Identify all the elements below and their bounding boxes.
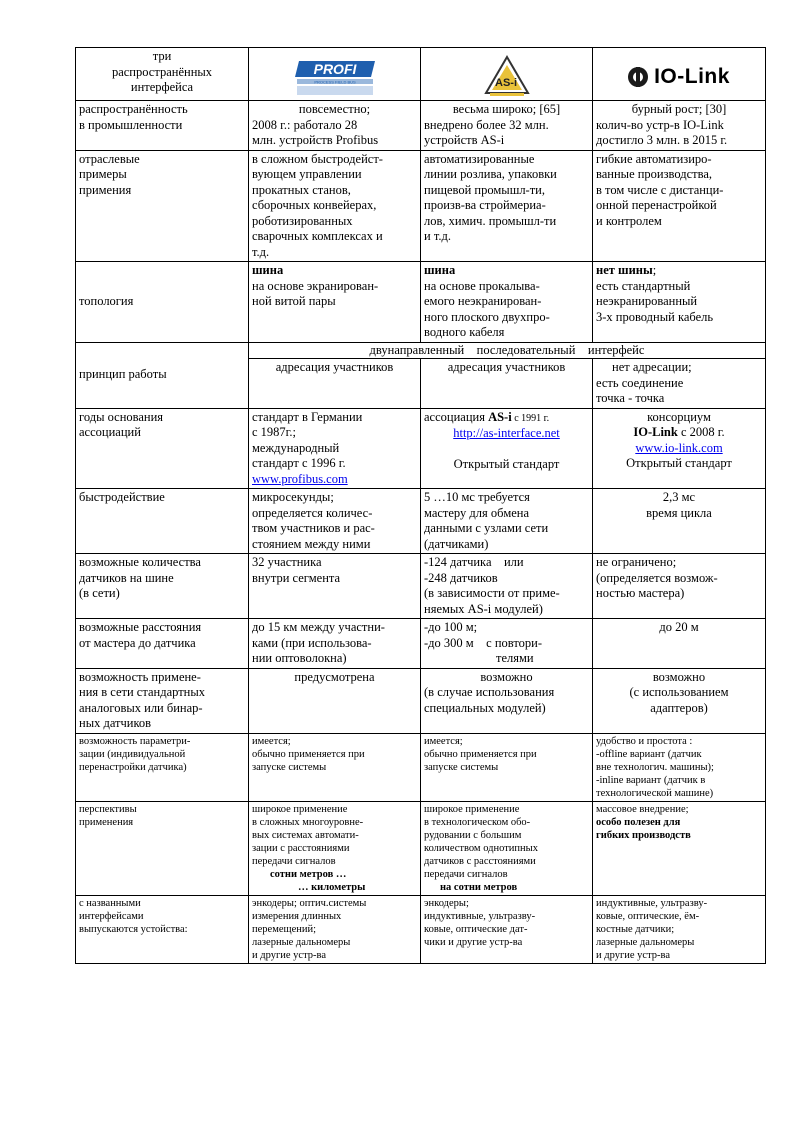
cell-line: есть стандартный <box>596 278 691 293</box>
cell-line: количеством однотипных <box>424 842 538 854</box>
asi-cell <box>421 408 593 489</box>
table-row <box>76 801 766 895</box>
cell-line: сборочных конвейерах, <box>252 198 377 212</box>
iolink-cell <box>593 895 766 963</box>
cell-line: с 1987г.; <box>252 425 296 439</box>
profibus-cell <box>249 733 421 801</box>
iolink-cell <box>593 262 766 343</box>
cell-line: Открытый стандарт <box>626 456 732 470</box>
iolink-logo <box>596 67 762 87</box>
label-line: принцип работы <box>79 367 167 382</box>
cell-line: имеется; <box>424 735 463 747</box>
label-line: применения <box>79 816 134 828</box>
cell-line: нии оптоволокна) <box>252 651 347 665</box>
cell-line: линии розлива, упаковки <box>424 167 557 181</box>
label-line: от мастера до датчика <box>79 635 196 650</box>
asi-cell <box>421 262 593 343</box>
cell-line: гибкие автоматизиро- <box>596 151 712 166</box>
cell-line: устройств AS-i <box>424 133 505 147</box>
row-label <box>76 489 249 554</box>
label-line: ния в сети стандартных <box>79 685 206 699</box>
row-label <box>76 408 249 489</box>
cell-line: в сложных многоуровне- <box>252 816 364 828</box>
cell-line: на основе прокалыва- <box>424 278 540 293</box>
cell-bold-line: особо полезен для <box>596 816 681 828</box>
table-row <box>76 150 766 262</box>
cell-line: возможно <box>652 669 706 684</box>
table-row <box>76 101 766 151</box>
table-row <box>76 262 766 343</box>
cell-line: (датчиками) <box>424 536 489 551</box>
cell-line: стандарт с 1996 г. <box>252 456 346 470</box>
profibus-cell <box>249 668 421 733</box>
cell-line: Открытый стандарт <box>453 457 560 471</box>
cell-line: телями <box>496 651 534 665</box>
cell-line: энкодеры; оптич.системы <box>252 897 367 909</box>
iolink-cell <box>593 801 766 895</box>
asi-cell <box>421 554 593 619</box>
cell-line: ковые, оптические, ём- <box>596 910 700 922</box>
profibus-cell <box>249 801 421 895</box>
cell-line: повсеместно; <box>298 102 371 116</box>
row-label <box>76 262 249 343</box>
cell-bold-text: IO-Link <box>633 425 678 439</box>
cell-line: перемещений; <box>252 923 317 935</box>
label-line: примения <box>79 182 132 197</box>
cell-line: (определяется возмож- <box>596 570 718 585</box>
row-label <box>76 619 249 669</box>
cell-line: и другие устр-ва <box>596 949 671 961</box>
cell-line: ностью мастера) <box>596 586 685 600</box>
cell-line: 2008 г.: работало 28 <box>252 117 358 132</box>
cell-line: вующем управлении <box>252 167 362 181</box>
cell-line: лазерные дальномеры <box>252 936 351 948</box>
asi-logo-text: AS-i <box>494 77 517 89</box>
label-line: зации (индивидуальной <box>79 748 186 760</box>
cell-line: обычно применяется при <box>252 748 365 760</box>
cell-line: -offline вариант (датчик <box>596 748 702 760</box>
cell-line: -inline вариант (датчик в <box>596 774 706 786</box>
cell-line: -248 датчиков <box>424 570 498 585</box>
label-line: быстродействие <box>79 490 165 504</box>
label-line: отраслевые <box>79 151 140 166</box>
table-row <box>76 895 766 963</box>
row-label <box>76 101 249 151</box>
cell-line: онной перенастройкой <box>596 198 717 212</box>
profibus-cell <box>249 554 421 619</box>
profibus-cell <box>249 262 421 343</box>
cell-line: -до 300 м с повтори- <box>424 635 543 650</box>
label-line: выпускаются устойства: <box>79 923 188 935</box>
cell-line: стандарт в Германии <box>252 409 363 424</box>
row-label <box>76 668 249 733</box>
cell-text: ассоциация <box>424 409 489 424</box>
table-row <box>76 408 766 489</box>
cell-line: весьма широко; [65] <box>452 102 561 116</box>
iolink-logo-cell <box>593 48 766 101</box>
cell-text: с 2008 г. <box>677 425 725 439</box>
cell-line: емого неэкранирован- <box>424 294 542 308</box>
cell-line: передачи сигналов <box>252 855 336 867</box>
asi-cell <box>421 895 593 963</box>
profibus-cell <box>249 895 421 963</box>
cell-line: технологической машине) <box>596 787 714 799</box>
cell-bold-line: на сотни метров <box>440 881 518 893</box>
asi-website-link[interactable]: http://as-interface.net <box>453 426 560 440</box>
profibus-cell <box>249 489 421 554</box>
profibus-cell <box>249 101 421 151</box>
table-row <box>76 489 766 554</box>
asi-logo <box>484 55 530 97</box>
header-title-line: интерфейса <box>130 80 194 94</box>
cell-line: индуктивные, ультразву- <box>424 910 536 922</box>
label-line: перспективы <box>79 803 137 815</box>
label-line: годы основания <box>79 409 164 424</box>
cell-line: широкое применение <box>252 803 348 815</box>
cell-line: есть соединение <box>596 375 684 390</box>
row-label <box>76 733 249 801</box>
profibus-logo <box>293 57 377 97</box>
cell-line: 2,3 мс <box>662 490 696 504</box>
cell-text: с 1991 г. <box>511 412 550 424</box>
cell-line: и т.д. <box>424 229 451 243</box>
asi-cell <box>421 359 593 409</box>
cell-line: адресация участников <box>275 360 394 374</box>
label-line: возможность примене- <box>79 669 201 684</box>
cell-line: млн. устройств Profibus <box>252 133 379 147</box>
label-line: возможные расстояния <box>79 620 202 634</box>
cell-line: твом участников и рас- <box>252 521 375 535</box>
asi-cell <box>421 489 593 554</box>
header-title-line: три <box>152 49 172 63</box>
iolink-logo-text: IO-Link <box>654 65 730 89</box>
cell-line: т.д. <box>252 244 270 259</box>
cell-line: лазерные дальномеры <box>596 936 695 948</box>
cell-bold-line: шина <box>252 263 284 277</box>
asi-cell <box>421 150 593 262</box>
cell-line: энкодеры; <box>424 897 469 909</box>
cell-line: (с использованием <box>629 685 729 699</box>
table-row <box>76 668 766 733</box>
cell-line: достигло 3 млн. в 2015 г. <box>596 133 728 147</box>
label-line: возможность параметри- <box>79 735 191 747</box>
cell-line: консорциум <box>647 409 711 424</box>
asi-cell <box>421 668 593 733</box>
cell-line: (в случае использования <box>424 685 555 699</box>
cell-line: 32 участника <box>252 555 322 569</box>
cell-line: удобство и простота : <box>596 735 693 747</box>
cell-line: (в зависимости от приме- <box>424 586 560 600</box>
iolink-cell <box>593 668 766 733</box>
cell-line: не ограничено; <box>596 555 677 569</box>
cell-line: адресация участников <box>447 360 566 374</box>
cell-line: микросекунды; <box>252 490 334 504</box>
profibus-cell <box>249 408 421 489</box>
cell-line: чики и другие устр-ва <box>424 936 523 948</box>
iolink-cell <box>593 733 766 801</box>
label-line: распространённость <box>79 102 188 116</box>
iolink-cell <box>593 150 766 262</box>
cell-line: широкое применение <box>424 803 520 815</box>
cell-line: сварочных комплексах и <box>252 229 383 243</box>
cell-line: точка - точка <box>596 391 665 405</box>
header-title-cell <box>76 48 249 101</box>
asi-cell <box>421 733 593 801</box>
asi-logo-cell <box>421 48 593 101</box>
table-row <box>76 342 766 359</box>
cell-line: массовое внедрение; <box>596 803 689 815</box>
cell-bold-text: AS-i <box>488 409 512 424</box>
row-label <box>76 801 249 895</box>
cell-line: индуктивные, ультразву- <box>596 897 708 909</box>
cell-line: измерения длинных <box>252 910 342 922</box>
profibus-logo-cell <box>249 48 421 101</box>
table-header-row <box>76 48 766 101</box>
cell-line: в технологическом обо- <box>424 816 531 828</box>
cell-line: время цикла <box>646 505 712 520</box>
row-label <box>76 895 249 963</box>
profibus-logo-subtext: PROCESS FIELD BUS <box>313 78 356 84</box>
iolink-cell <box>593 619 766 669</box>
label-line: с названными <box>79 897 141 909</box>
asi-cell <box>421 801 593 895</box>
cell-line: адаптеров) <box>650 700 708 715</box>
cell-line: рудовании с большим <box>424 829 522 841</box>
label-line: в промышленности <box>79 117 183 132</box>
cell-line: автоматизированные <box>424 151 535 166</box>
cell-line: на основе экранирован- <box>252 278 379 293</box>
cell-bold-line: … километры <box>298 881 366 893</box>
cell-line: определяется количес- <box>252 505 373 520</box>
cell-line: лов, химич. промышл-ти <box>424 213 557 228</box>
cell-line: мастеру для обмена <box>424 505 530 520</box>
cell-line: ками (при использова- <box>252 635 372 650</box>
cell-line: 5 …10 мс требуется <box>424 490 530 504</box>
cell-text: ; <box>652 263 657 277</box>
label-line: (в сети) <box>79 586 120 600</box>
label-line: топология <box>79 294 134 308</box>
cell-bold-text: нет шины <box>596 263 653 277</box>
profibus-cell <box>249 150 421 262</box>
iolink-website-link[interactable]: www.io-link.com <box>635 440 723 455</box>
cell-line: датчиков с расстояниями <box>424 855 536 867</box>
label-line: возможные количества <box>79 555 201 569</box>
iolink-cell <box>593 408 766 489</box>
cell-line: вых системах автомати- <box>252 829 359 841</box>
profibus-website-link[interactable]: www.profibus.com <box>252 471 348 486</box>
label-line: примеры <box>79 167 127 181</box>
profibus-logo-text: PROFI <box>313 60 356 77</box>
cell-line: в сложном быстродейст- <box>252 151 383 166</box>
label-line: перенастройки датчика) <box>79 761 187 773</box>
cell-line: запуске системы <box>424 761 499 773</box>
cell-line: колич-во устр-в IO-Link <box>596 117 724 132</box>
table-row <box>76 554 766 619</box>
cell-line: -до 100 м; <box>424 620 478 634</box>
profibus-cell <box>249 359 421 409</box>
iolink-cell <box>593 359 766 409</box>
cell-line: пищевой промышл-ти, <box>424 182 545 197</box>
cell-line: и контролем <box>596 213 662 228</box>
cell-line: водного кабеля <box>424 325 505 339</box>
cell-line: вне технологич. машины); <box>596 761 714 773</box>
spanning-text: двунаправленный последовательный интерфейс <box>369 342 645 357</box>
cell-line: данными с узлами сети <box>424 521 549 535</box>
cell-line: в том числе с дистанци- <box>596 182 724 197</box>
cell-line: запуске системы <box>252 761 327 773</box>
cell-bold-line: сотни метров … <box>270 868 347 880</box>
cell-line: передачи сигналов <box>424 868 508 880</box>
asi-cell <box>421 619 593 669</box>
cell-line: стоянием между ними <box>252 536 371 551</box>
cell-line: обычно применяется при <box>424 748 537 760</box>
cell-line: имеется; <box>252 735 291 747</box>
cell-line: костные датчики; <box>596 923 675 935</box>
cell-line: ного плоского двухпро- <box>424 309 550 324</box>
cell-line: -124 датчика или <box>424 555 524 569</box>
iolink-cell <box>593 554 766 619</box>
cell-line: неэкранированный <box>596 294 698 308</box>
iolink-cell <box>593 489 766 554</box>
row-label <box>76 342 249 408</box>
cell-line: бурный рост; [30] <box>631 102 727 116</box>
cell-bold-line: шина <box>424 263 456 277</box>
cell-line: предусмотрена <box>294 669 375 684</box>
label-line: датчиков на шине <box>79 570 174 585</box>
cell-line: специальных модулей) <box>424 700 546 715</box>
spanning-cell <box>249 342 766 359</box>
profibus-cell <box>249 619 421 669</box>
header-title-line: распространённых <box>111 64 213 79</box>
iolink-cell <box>593 101 766 151</box>
cell-line: возможно <box>480 669 533 684</box>
cell-line: роботизированных <box>252 213 353 228</box>
comparison-table <box>75 47 766 964</box>
label-line: ассоциаций <box>79 425 141 439</box>
iolink-logo-icon <box>628 67 648 87</box>
asi-cell <box>421 101 593 151</box>
cell-line: произв-ва строймериа- <box>424 198 546 212</box>
cell-line: внутри сегмента <box>252 570 341 585</box>
cell-line: зации с расстояниями <box>252 842 350 854</box>
cell-line: 3-х проводный кабель <box>596 309 714 324</box>
row-label <box>76 554 249 619</box>
table-row <box>76 733 766 801</box>
label-line: ных датчиков <box>79 716 152 730</box>
cell-line: няемых AS-i модулей) <box>424 601 543 616</box>
label-line: аналоговых или бинар- <box>79 700 203 715</box>
cell-line: нет адресации; <box>612 360 692 374</box>
row-label <box>76 150 249 262</box>
cell-line: и другие устр-ва <box>252 949 327 961</box>
cell-line: до 20 м <box>659 620 699 634</box>
table-row <box>76 619 766 669</box>
cell-line: ной витой пары <box>252 294 336 308</box>
cell-line: прокатных станов, <box>252 182 351 197</box>
cell-line: ванные производства, <box>596 167 713 181</box>
cell-line: до 15 км между участни- <box>252 620 385 634</box>
cell-bold-line: гибких производств <box>596 829 691 841</box>
cell-line: ковые, оптические дат- <box>424 923 528 935</box>
cell-line: внедрено более 32 млн. <box>424 117 549 132</box>
label-line: интерфейсами <box>79 910 144 922</box>
cell-line: международный <box>252 440 340 455</box>
